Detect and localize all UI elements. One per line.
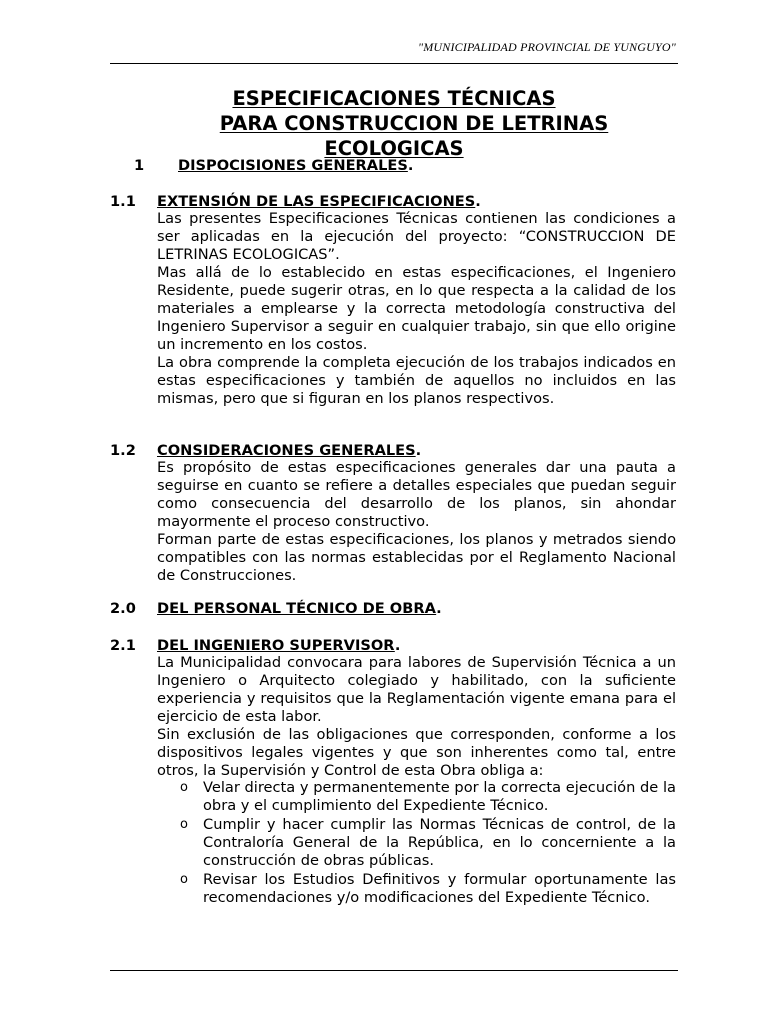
paragraph: Mas allá de lo establecido en estas especificaciones, el Ingeniero Residente, puede sugerir otras, en lo que respecta a la calidad de los materiales a emplearse y la correcta metodología constructiva del Ingeniero Supervisor a seguir en cualquier trabajo, sin que ello origine un incremento en los costos. bbox=[157, 264, 676, 353]
section-2-1-number: 2.1 bbox=[110, 637, 136, 654]
paragraph: Las presentes Especificaciones Técnicas contienen las condiciones a ser aplicadas en la ejecución del proyecto: “CONSTRUCCION DE LETRINAS ECOLOGICAS”. bbox=[157, 210, 676, 263]
paragraph: Es propósito de estas especificaciones generales dar una pauta a seguirse en cuanto se refiere a detalles especiales que puedan seguir como consecuencia del desarrollo de los planos, sin ahondar mayormente el proceso constructivo. bbox=[157, 459, 676, 530]
section-1-heading: DISPOCISIONES GENERALES. bbox=[178, 157, 414, 174]
section-1-1-heading: EXTENSIÓN DE LAS ESPECIFICACIONES. bbox=[157, 193, 481, 210]
section-1-1-body bbox=[157, 210, 676, 408]
section-2-1-heading: DEL INGENIERO SUPERVISOR. bbox=[157, 637, 401, 654]
paragraph: La Municipalidad convocara para labores de Supervisión Técnica a un Ingeniero o Arquitecto colegiado y habilitado, con la suficiente experiencia y requisitos que la Reglamentación vigente emana para el ejercicio de esta labor. bbox=[157, 654, 676, 725]
paragraph: Forman parte de estas especificaciones, los planos y metrados siendo compatibles con las normas establecidas por el Reglamento Nacional de Construcciones. bbox=[157, 531, 676, 584]
bullet-marker: o bbox=[180, 780, 188, 795]
bullet-marker: o bbox=[180, 817, 188, 832]
bullet-marker: o bbox=[180, 872, 188, 887]
section-2-0-heading: DEL PERSONAL TÉCNICO DE OBRA. bbox=[157, 600, 442, 617]
paragraph: Sin exclusión de las obligaciones que corresponden, conforme a los dispositivos legales vigentes y que son inherentes como tal, entre otros, la Supervisión y Control de esta Obra obliga a: bbox=[157, 726, 676, 779]
section-1-2-number: 1.2 bbox=[110, 442, 136, 459]
page-header: "MUNICIPALIDAD PROVINCIAL DE YUNGUYO" bbox=[417, 40, 676, 54]
bullet-item: Cumplir y hacer cumplir las Normas Técnicas de control, de la Contraloría General de la República, en lo concerniente a la construcción de obras públicas. bbox=[203, 816, 676, 869]
title-line-3: ECOLOGICAS bbox=[324, 137, 464, 160]
bullet-item: Velar directa y permanentemente por la correcta ejecución de la obra y el cumplimiento del Expediente Técnico. bbox=[203, 779, 676, 814]
section-2-1-body bbox=[157, 654, 676, 780]
document-title bbox=[110, 86, 678, 161]
bullet-item: Revisar los Estudios Definitivos y formular oportunamente las recomendaciones y/o modificaciones del Expediente Técnico. bbox=[203, 871, 676, 906]
footer-rule bbox=[110, 970, 678, 971]
title-line-1: ESPECIFICACIONES TÉCNICAS bbox=[232, 87, 556, 110]
header-rule bbox=[110, 63, 678, 64]
section-1-2-heading: CONSIDERACIONES GENERALES. bbox=[157, 442, 422, 459]
section-1-2-body bbox=[157, 459, 676, 585]
title-line-2: PARA CONSTRUCCION DE LETRINAS bbox=[219, 112, 609, 135]
section-2-0-number: 2.0 bbox=[110, 600, 136, 617]
section-1-1-number: 1.1 bbox=[110, 193, 136, 210]
paragraph: La obra comprende la completa ejecución de los trabajos indicados en estas especificaciones y también de aquellos no incluidos en las mismas, pero que si figuran en los planos respectivos. bbox=[157, 354, 676, 407]
section-1-number: 1 bbox=[134, 157, 145, 174]
